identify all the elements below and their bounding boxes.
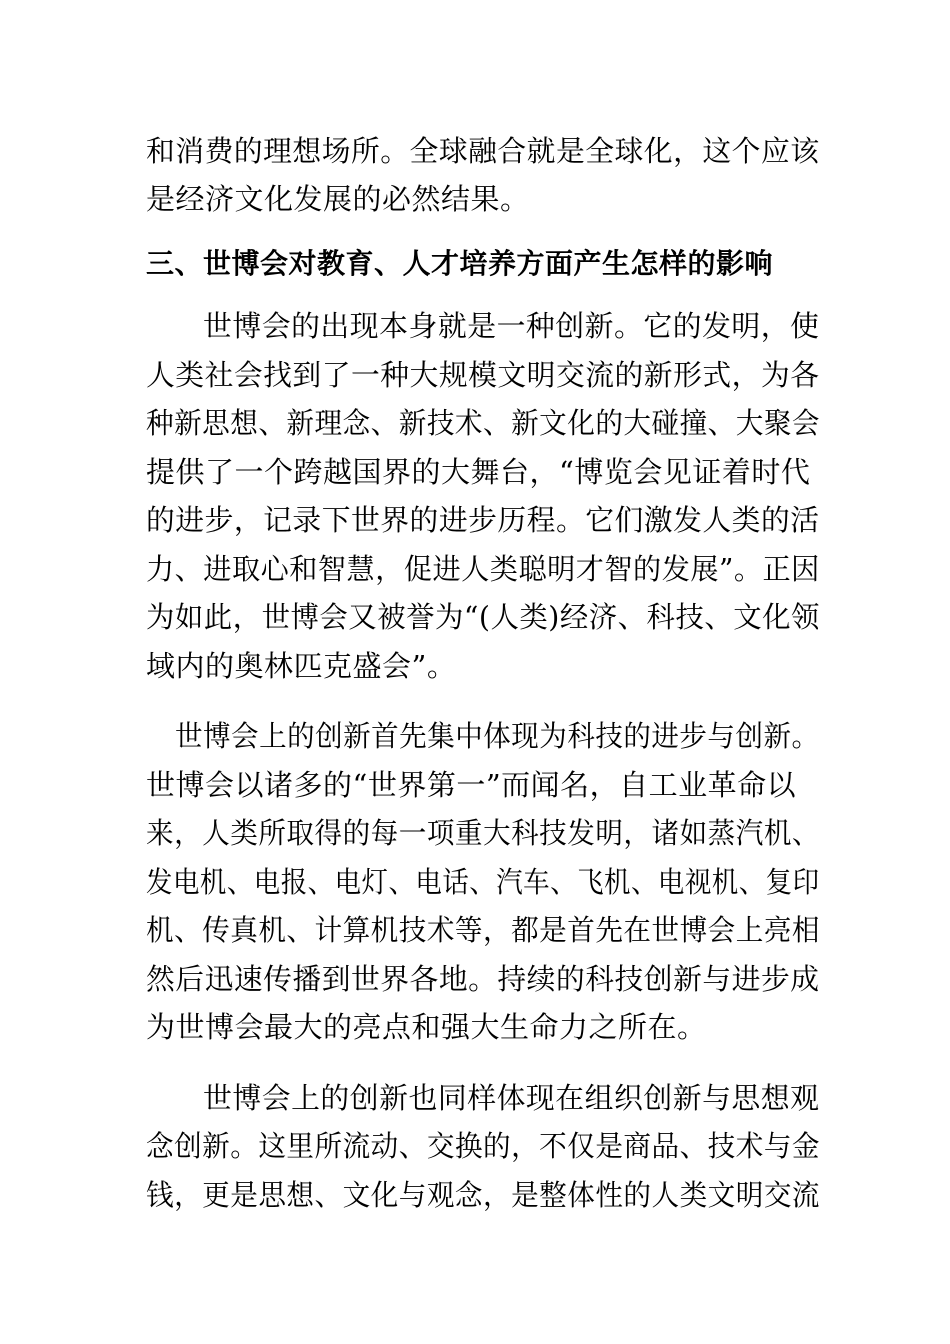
text-line: 来，人类所取得的每一项重大科技发明，诸如蒸汽机、: [146, 816, 821, 850]
text-line: 的进步，记录下世界的进步历程。它们激发人类的活: [146, 503, 820, 537]
text-line: 和消费的理想场所。全球融合就是全球化，这个应该: [146, 134, 820, 168]
text-line: 是经济文化发展的必然结果。: [146, 182, 530, 216]
text-line: 为如此，世博会又被誉为“(人类)经济、科技、文化领: [146, 600, 820, 634]
text-line: 为世博会最大的亮点和强大生命力之所在。: [146, 1010, 707, 1044]
text-line: 念创新。这里所流动、交换的，不仅是商品、技术与金: [146, 1129, 821, 1163]
text-line: 世博会的出现本身就是一种创新。它的发明，使: [203, 309, 820, 343]
text-line: 然后迅速传播到世界各地。持续的科技创新与进步成: [146, 962, 820, 996]
text-line: 机、传真机、计算机技术等，都是首先在世博会上亮相: [146, 913, 821, 947]
text-line: 提供了一个跨越国界的大舞台，“博览会见证着时代: [146, 455, 811, 489]
text-line: 世博会以诸多的“世界第一”而闻名，自工业革命以: [146, 768, 797, 802]
text-line: 域内的奥林匹克盛会”。: [146, 649, 457, 683]
text-line: 钱，更是思想、文化与观念，是整体性的人类文明交流: [146, 1178, 821, 1212]
text-line: 种新思想、新理念、新技术、新文化的大碰撞、大聚会: [146, 406, 821, 440]
text-line: 发电机、电报、电灯、电话、汽车、飞机、电视机、复印: [146, 865, 820, 899]
section-heading: 三、世博会对教育、人才培养方面产生怎样的影响: [146, 247, 774, 280]
text-line: 世博会上的创新也同样体现在组织创新与思想观: [203, 1081, 820, 1115]
text-line: 力、进取心和智慧，促进人类聪明才智的发展”。正因: [146, 552, 820, 586]
text-line: 人类社会找到了一种大规模文明交流的新形式，为各: [146, 358, 820, 392]
text-line: 世博会上的创新首先集中体现为科技的进步与创新。: [175, 719, 820, 753]
